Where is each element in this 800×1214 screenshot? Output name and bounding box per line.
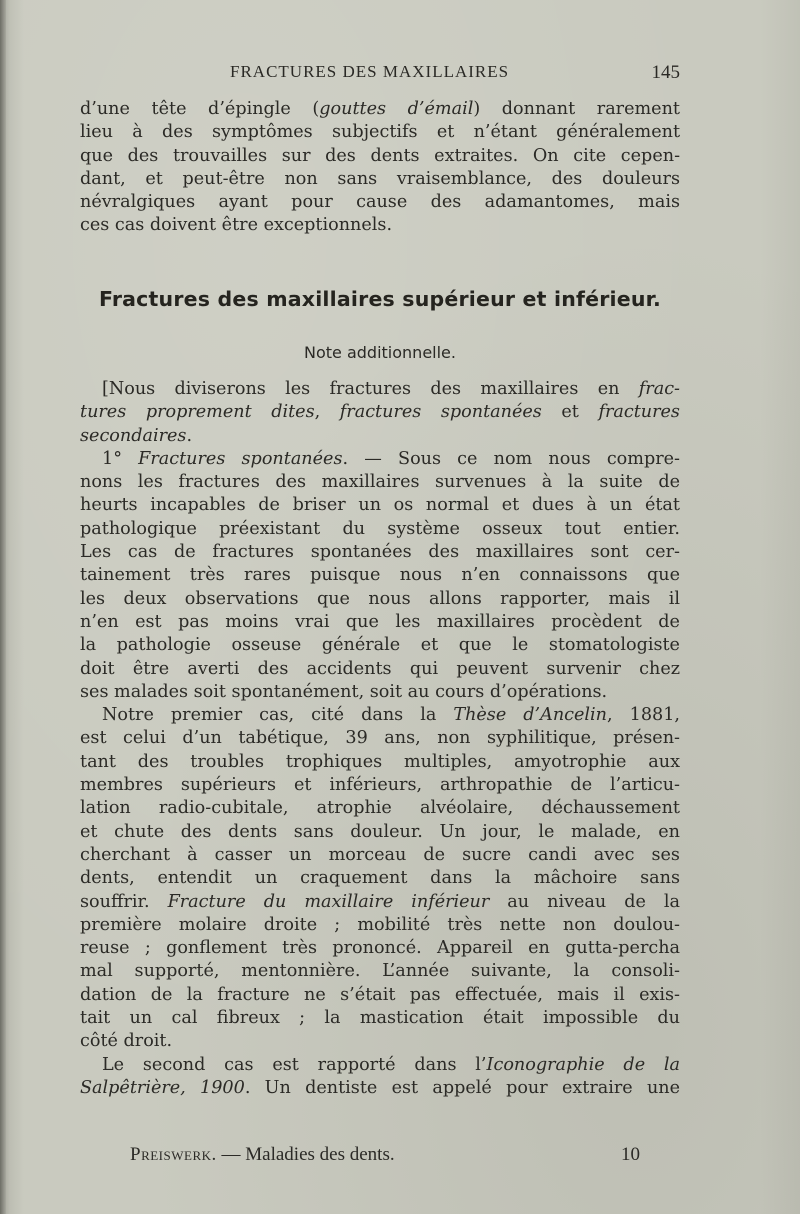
text-line: dant, et peut-être non sans vraisemblance, des douleurs — [80, 168, 680, 189]
intro-paragraph — [80, 98, 680, 238]
text-line: côté droit. — [80, 1031, 173, 1052]
text-line: secondaires. — [80, 425, 193, 446]
text-line: mal supporté, mentonnière. L’année suivante, la consoli- — [80, 961, 680, 982]
text-line: cherchant à casser un morceau de sucre candi avec ses — [80, 844, 680, 865]
text-line: ses malades soit spontanément, soit au cours d’opérations. — [80, 681, 608, 702]
running-header — [80, 62, 680, 86]
footer-book-title: — Maladies des dents. — [221, 1144, 395, 1165]
running-title: FRACTURES DES MAXILLAIRES — [230, 62, 510, 81]
text-line: que des trouvailles sur des dents extraites. On cite cepen- — [80, 145, 680, 166]
text-line: n’en est pas moins vrai que les maxillaires procèdent de — [80, 611, 680, 632]
main-text — [80, 378, 680, 1100]
page-footer — [80, 1144, 680, 1168]
text-line: tait un cal fibreux ; la mastication était impossible du — [80, 1008, 680, 1029]
text-line: Le second cas est rapporté dans l’Iconographie de la — [102, 1054, 680, 1075]
text-line: Notre premier cas, cité dans la Thèse d’Ancelin, 1881, — [102, 705, 680, 726]
text-line: tures proprement dites, fractures spontanées et fractures — [80, 402, 680, 423]
text-line: la pathologie osseuse générale et que le stomatologiste — [80, 635, 680, 656]
section-heading: Fractures des maxillaires supérieur et inférieur. — [98, 287, 662, 311]
text-line: les deux observations que nous allons rapporter, mais il — [80, 588, 680, 609]
text-line: Les cas de fractures spontanées des maxillaires sont cer- — [80, 542, 680, 563]
text-line: 1° Fractures spontanées. — Sous ce nom nous compre- — [102, 448, 680, 469]
footer-author: Preiswerk. — [130, 1144, 217, 1165]
text-line: heurts incapables de briser un os normal et dues à un état — [80, 495, 680, 516]
text-line: première molaire droite ; mobilité très nette non doulou- — [80, 914, 680, 935]
text-line: [Nous diviserons les fractures des maxillaires en frac- — [102, 379, 680, 399]
text-line: dents, entendit un craquement dans la mâchoire sans — [80, 868, 680, 889]
page-number: 145 — [651, 62, 680, 83]
page-edge-shadow — [0, 0, 6, 1214]
signature-mark: 10 — [621, 1144, 640, 1165]
text-line: membres supérieurs et inférieurs, arthropathie de l’articu- — [80, 775, 680, 796]
text-line: souffrir. Fracture du maxillaire inférieur au niveau de la — [80, 891, 680, 912]
text-line: pathologique préexistant du système osseux tout entier. — [80, 518, 680, 539]
text-line: dation de la fracture ne s’était pas effectuée, mais il exis- — [80, 984, 680, 1005]
text-line: est celui d’un tabétique, 39 ans, non syphilitique, présen- — [80, 728, 680, 749]
text-line: tant des troubles trophiques multiples, amyotrophie aux — [80, 751, 680, 772]
text-line: et chute des dents sans douleur. Un jour, le malade, en — [80, 821, 680, 842]
text-line: reuse ; gonflement très prononcé. Appareil en gutta-percha — [80, 938, 680, 959]
text-line: lation radio-cubitale, atrophie alvéolaire, déchaussement — [80, 798, 680, 819]
text-line: doit être averti des accidents qui peuvent survenir chez — [80, 658, 680, 679]
text-line: tainement très rares puisque nous n’en connaissons que — [80, 565, 680, 586]
text-line: Salpêtrière, 1900. Un dentiste est appelé pour extraire une — [80, 1077, 680, 1098]
text-line: nons les fractures des maxillaires survenues à la suite de — [80, 472, 680, 493]
text-line: lieu à des symptômes subjectifs et n’étant généralement — [80, 122, 680, 143]
footer-title — [130, 1144, 395, 1166]
text-line: ces cas doivent être exceptionnels. — [80, 215, 393, 236]
text-line: d’une tête d’épingle (gouttes d’émail) donnant rarement — [80, 99, 680, 119]
text-line: névralgiques ayant pour cause des adamantomes, mais — [80, 192, 680, 213]
section-subheading: Note additionnelle. — [304, 343, 456, 362]
